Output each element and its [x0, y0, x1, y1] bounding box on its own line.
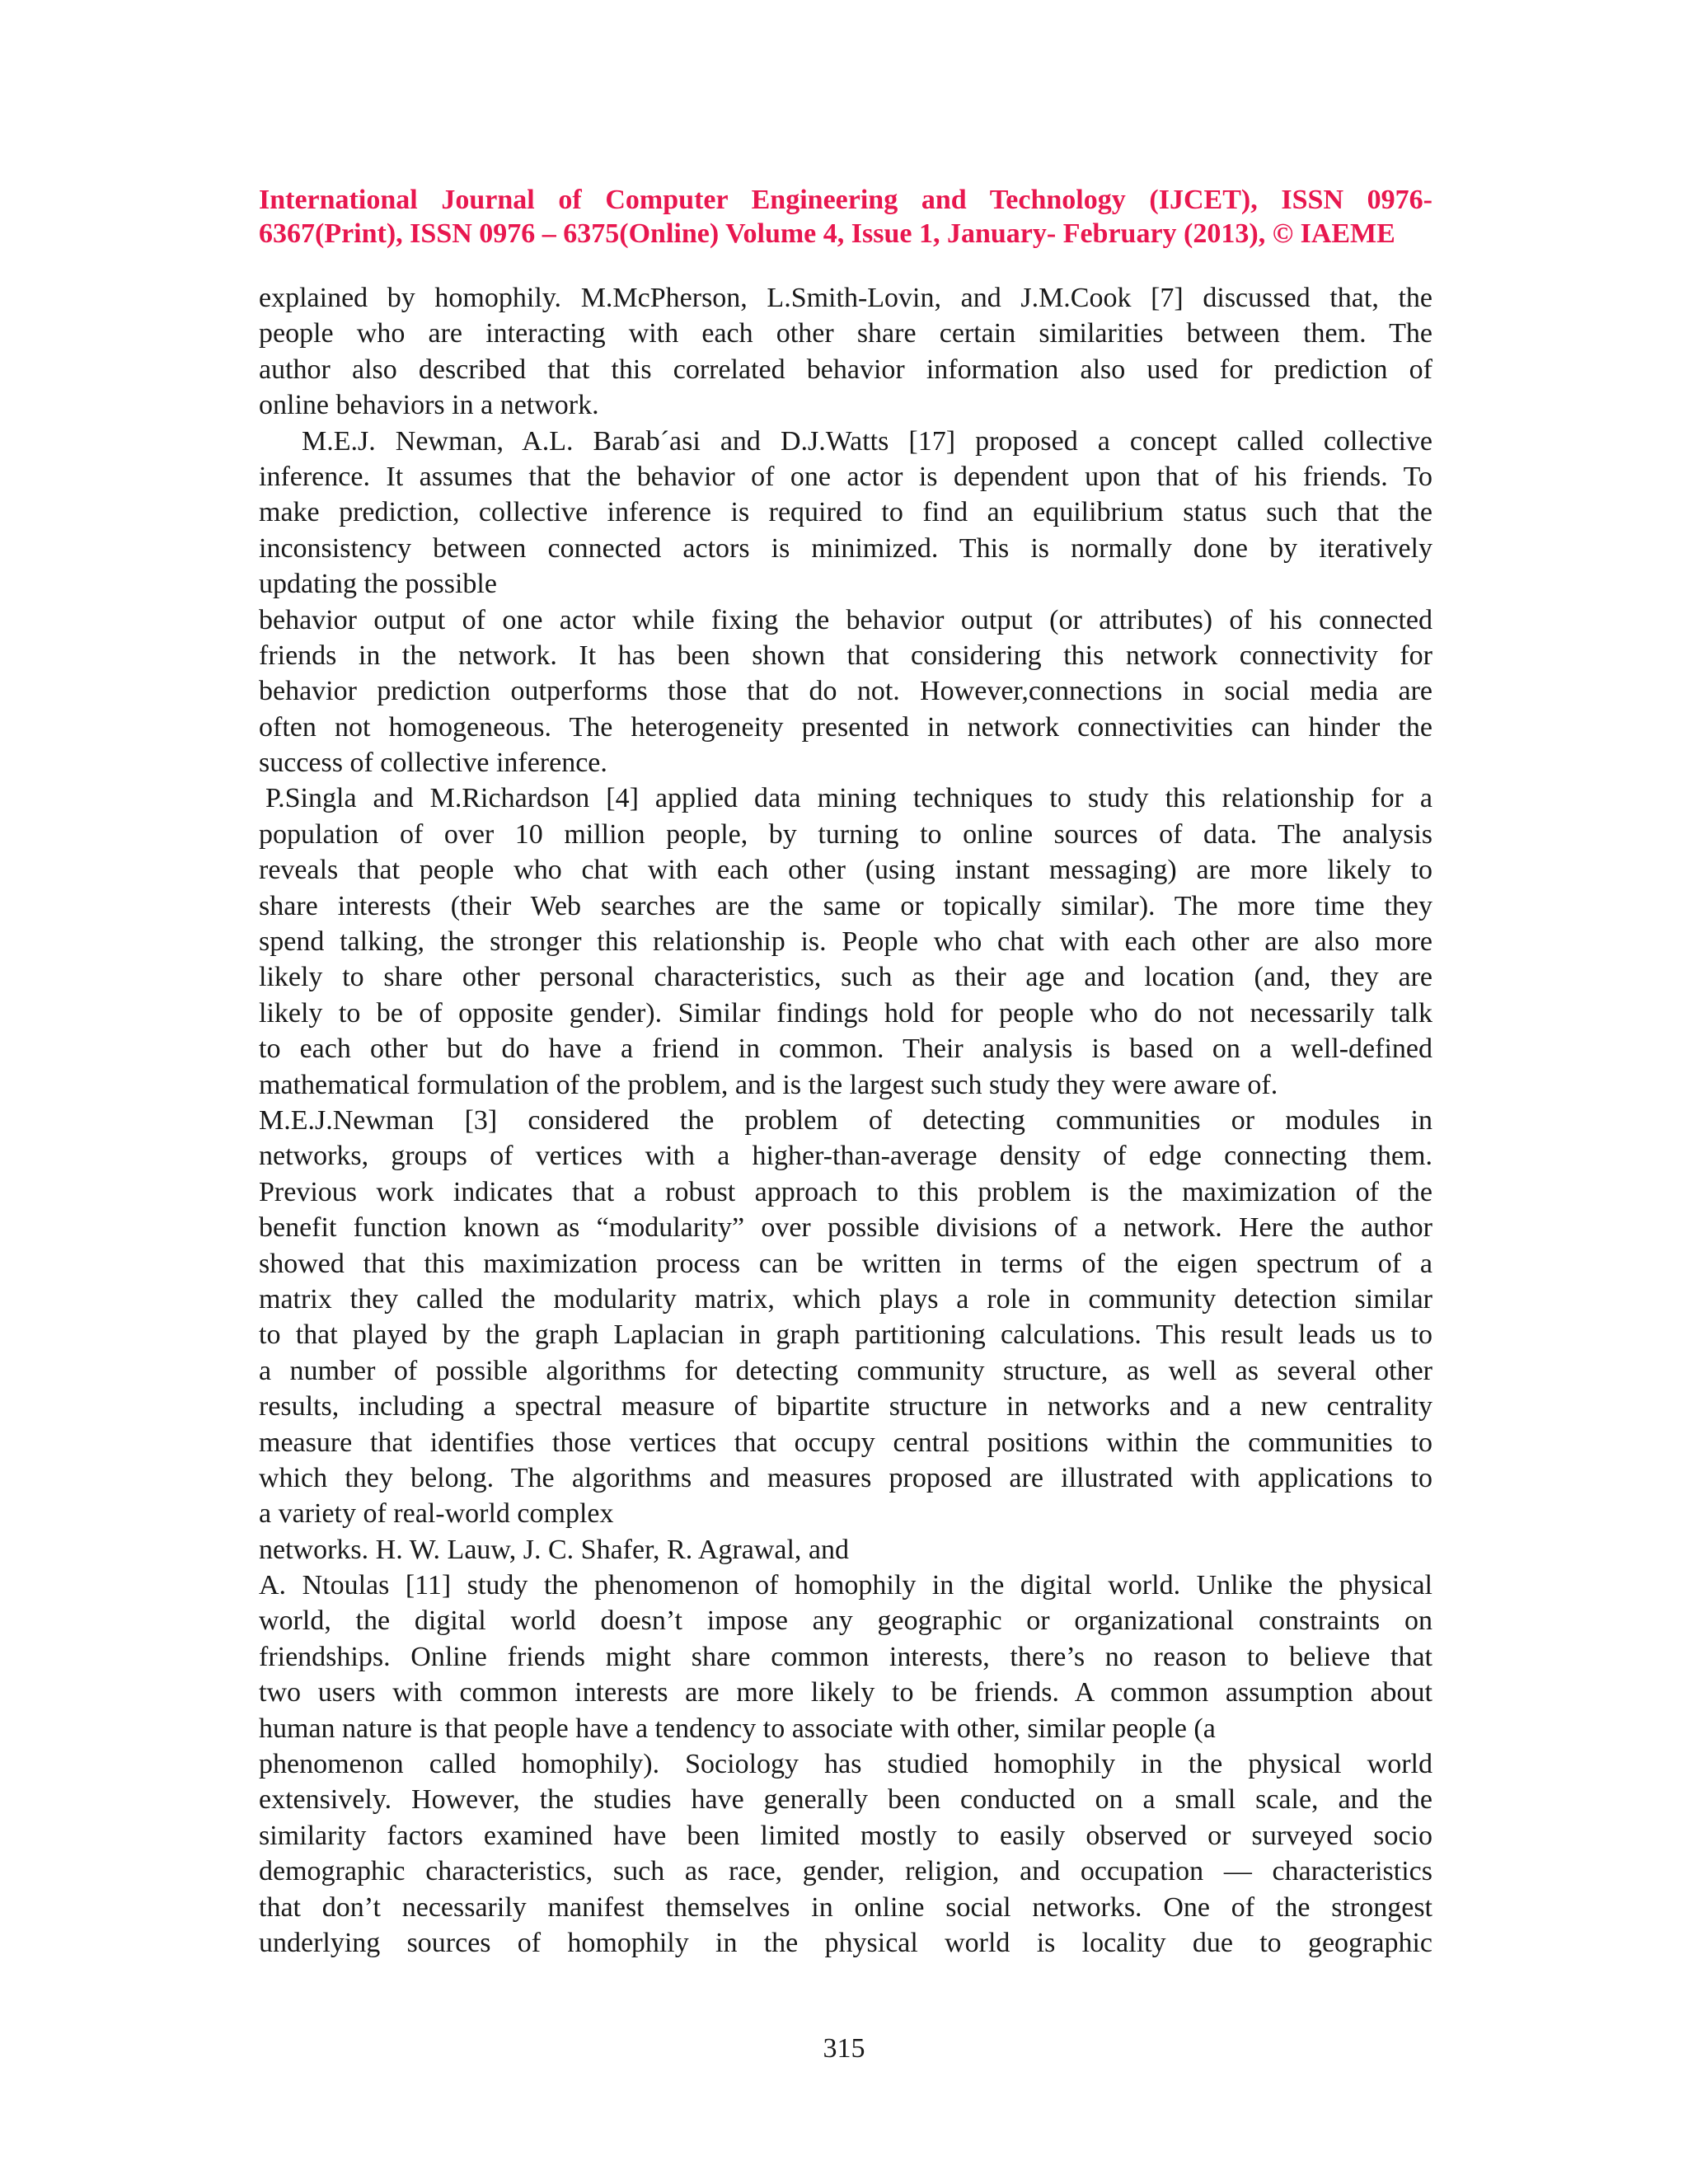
text-line: which they belong. The algorithms and measures proposed are illustrated with applications to	[259, 1462, 1432, 1493]
text-line: population of over 10 million people, by turning to online sources of data. The analysis	[259, 818, 1432, 850]
text-line: phenomenon called homophily). Sociology has studied homophily in the physical world	[259, 1749, 1432, 1780]
journal-header	[259, 183, 1432, 251]
text-line: P.Singla and M.Richardson [4] applied data mining techniques to study this relationship for a	[265, 783, 1432, 814]
text-line: spend talking, the stronger this relationship is. People who chat with each other are also more	[259, 926, 1432, 958]
text-line: author also described that this correlated behavior information also used for prediction of	[259, 354, 1432, 385]
text-line: to each other but do have a friend in common. Their analysis is based on a well-defined	[259, 1033, 1432, 1065]
text-line: people who are interacting with each other share certain similarities between them. The	[259, 318, 1432, 349]
text-line: often not homogeneous. The heterogeneity presented in network connectivities can hinder the	[259, 711, 1432, 743]
text-line: explained by homophily. M.McPherson, L.Smith-Lovin, and J.M.Cook [7] discussed that, the	[259, 283, 1432, 313]
text-line: networks, groups of vertices with a higher-than-average density of edge connecting them.	[259, 1141, 1432, 1172]
text-line: success of collective inference.	[259, 748, 607, 779]
text-line: updating the possible	[259, 569, 497, 600]
text-line: M.E.J.Newman [3] considered the problem of detecting communities or modules in	[259, 1104, 1432, 1136]
text-line: inference. It assumes that the behavior of one actor is dependent upon that of his friends. To	[259, 461, 1432, 492]
text-line: matrix they called the modularity matrix, which plays a role in community detection similar	[259, 1283, 1432, 1315]
text-line: measure that identifies those vertices that occupy central positions within the communities to	[259, 1427, 1432, 1458]
text-line: results, including a spectral measure of bipartite structure in networks and a new centrality	[259, 1391, 1432, 1422]
text-line: A. Ntoulas [11] study the phenomenon of homophily in the digital world. Unlike the physical	[259, 1570, 1432, 1601]
text-line: showed that this maximization process can be written in terms of the eigen spectrum of a	[259, 1248, 1432, 1279]
text-line: a variety of real-world complex	[259, 1498, 614, 1530]
journal-header-line: International Journal of Computer Engineering and Technology (IJCET), ISSN 0976-	[259, 185, 1432, 215]
text-line: online behaviors in a network.	[259, 390, 599, 421]
text-line: a number of possible algorithms for detecting community structure, as well as several other	[259, 1355, 1432, 1386]
text-line: Previous work indicates that a robust approach to this problem is the maximization of the	[259, 1176, 1432, 1207]
text-line: world, the digital world doesn’t impose any geographic or organizational constraints on	[259, 1605, 1432, 1637]
journal-header-line: 6367(Print), ISSN 0976 – 6375(Online) Volume 4, Issue 1, January- February (2013), © IAEME	[259, 218, 1395, 249]
text-line: M.E.J. Newman, A.L. Barab´asi and D.J.Watts [17] proposed a concept called collective	[302, 425, 1432, 457]
text-line: friendships. Online friends might share common interests, there’s no reason to believe that	[259, 1641, 1432, 1672]
text-line: friends in the network. It has been shown that considering this network connectivity for	[259, 640, 1432, 671]
text-line: reveals that people who chat with each other (using instant messaging) are more likely to	[259, 855, 1432, 886]
text-line: likely to be of opposite gender). Similar findings hold for people who do not necessarily talk	[259, 997, 1432, 1029]
text-line: human nature is that people have a tendency to associate with other, similar people (a	[259, 1713, 1216, 1744]
page-number: 315	[823, 2033, 865, 2064]
text-line: behavior output of one actor while fixing the behavior output (or attributes) of his connected	[259, 604, 1432, 635]
text-line: underlying sources of homophily in the physical world is locality due to geographic	[259, 1927, 1432, 1958]
text-line: demographic characteristics, such as race, gender, religion, and occupation — characteristics	[259, 1856, 1432, 1887]
text-line: likely to share other personal characteristics, such as their age and location (and, they are	[259, 962, 1432, 993]
text-line: that don’t necessarily manifest themselves in online social networks. One of the strongest	[259, 1891, 1432, 1923]
text-line: similarity factors examined have been limited mostly to easily observed or surveyed socio	[259, 1820, 1432, 1851]
text-line: benefit function known as “modularity” over possible divisions of a network. Here the author	[259, 1212, 1432, 1244]
text-line: networks. H. W. Lauw, J. C. Shafer, R. Agrawal, and	[259, 1534, 849, 1565]
text-line: to that played by the graph Laplacian in graph partitioning calculations. This result leads us to	[259, 1319, 1432, 1351]
text-line: mathematical formulation of the problem, and is the largest such study they were aware of.	[259, 1069, 1278, 1100]
text-line: share interests (their Web searches are the same or topically similar). The more time they	[259, 890, 1432, 921]
text-line: extensively. However, the studies have generally been conducted on a small scale, and the	[259, 1784, 1432, 1816]
text-line: make prediction, collective inference is required to find an equilibrium status such that the	[259, 497, 1432, 528]
text-line: inconsistency between connected actors is minimized. This is normally done by iteratively	[259, 532, 1432, 564]
body-text	[259, 280, 1432, 1961]
text-line: two users with common interests are more likely to be friends. A common assumption about	[259, 1677, 1432, 1708]
text-line: behavior prediction outperforms those that do not. However,connections in social media are	[259, 676, 1432, 707]
